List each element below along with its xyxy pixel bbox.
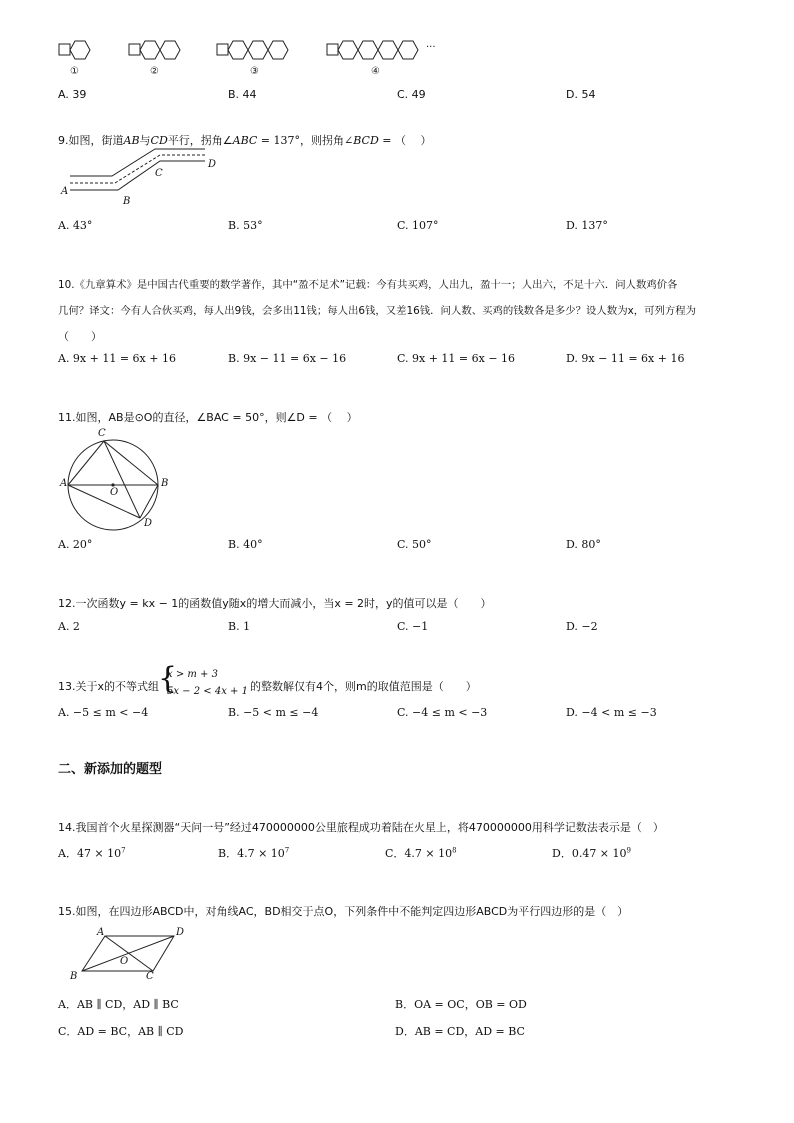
q15-label-b: B [70, 971, 78, 982]
q10-stem-line-2: 几何？译文：今有人合伙买鸡，每人出9钱，会多出11钱；每人出6钱，又差16钱．问人数、买鸡的钱数各是多少？设人数为x，可列方程为 [58, 305, 697, 317]
q15-parallelogram-figure [70, 930, 190, 978]
q11-label-d: D [144, 518, 153, 529]
q11-circle-figure [62, 432, 172, 532]
q8-label-4: ④ [371, 66, 380, 77]
q13-option-c[interactable]: C. −4 ≤ m < −3 [397, 706, 488, 719]
q12-option-b[interactable]: B. 1 [228, 620, 251, 633]
q10-stem-line-1: 10.《九章算术》是中国古代重要的数学著作，其中“盈不足术”记载：今有共买鸡，人出九，盈十一；人出六，不足十六．问人数鸡价各 [58, 279, 678, 291]
q8-label-1: ① [70, 66, 79, 77]
q9-label-d: D [208, 159, 217, 170]
q9-street-figure [60, 150, 220, 210]
q15-label-a: A [97, 927, 105, 938]
q10-option-d[interactable]: D. 9x − 11 = 6x + 16 [566, 352, 685, 365]
q9-option-d[interactable]: D. 137° [566, 219, 608, 232]
q14-stem: 14.我国首个火星探测器“天问一号”经过470000000公里旅程成功着陆在火星上，将470000000用科学记数法表示是（ ） [58, 821, 664, 834]
q9-stem: 9.如图，街道AB与CD平行，拐角∠ABC = 137°，则拐角∠BCD = （ ） [58, 134, 432, 147]
q10-option-a[interactable]: A. 9x + 11 = 6x + 16 [58, 352, 176, 365]
q15-label-c: C [146, 971, 154, 982]
q11-label-b: B [161, 478, 169, 489]
q8-label-2: ② [150, 66, 159, 77]
q9-label-b: B [123, 196, 131, 207]
q12-option-a[interactable]: A. 2 [58, 620, 80, 633]
q13-option-b[interactable]: B. −5 < m ≤ −4 [228, 706, 319, 719]
q11-label-a: A [60, 478, 68, 489]
q12-option-d[interactable]: D. −2 [566, 620, 598, 633]
q8-figure-4 [326, 38, 426, 62]
q13-inequality-2: 5x − 2 < 4x + 1 [167, 686, 248, 697]
q11-option-a[interactable]: A. 20° [58, 538, 93, 551]
q8-label-3: ③ [250, 66, 259, 77]
q8-option-d[interactable]: D. 54 [566, 88, 596, 101]
q8-ellipsis: ··· [426, 42, 436, 53]
q15-label-d: D [176, 927, 185, 938]
q10-stem-line-3: （ ） [58, 330, 102, 343]
q15-option-b[interactable]: B．OA = OC，OB = OD [395, 998, 527, 1011]
q10-option-b[interactable]: B. 9x − 11 = 6x − 16 [228, 352, 347, 365]
q15-label-o: O [120, 956, 129, 967]
q9-label-c: C [155, 168, 163, 179]
q11-option-d[interactable]: D. 80° [566, 538, 601, 551]
q13-stem-suffix: 的整数解仅有4个，则m的取值范围是（ ） [250, 680, 477, 693]
q14-option-a[interactable]: A．$47 \times 10^7$ [58, 846, 126, 860]
q9-option-a[interactable]: A. 43° [58, 219, 93, 232]
q8-option-b[interactable]: B. 44 [228, 88, 257, 101]
section-title: 二、新添加的题型 [58, 762, 163, 777]
q13-inequality-1: x > m + 3 [167, 669, 218, 680]
q13-option-a[interactable]: A. −5 ≤ m < −4 [58, 706, 149, 719]
q8-figure-2 [128, 38, 188, 62]
q13-option-d[interactable]: D. −4 < m ≤ −3 [566, 706, 657, 719]
q9-option-c[interactable]: C. 107° [397, 219, 439, 232]
q14-option-d[interactable]: D．$0.47 \times 10^9$ [552, 846, 631, 860]
q13-stem-prefix: 13.关于x的不等式组 [58, 680, 160, 693]
q15-option-d[interactable]: D．AB = CD，AD = BC [395, 1025, 525, 1038]
q14-option-c[interactable]: C．$4.7 \times 10^8$ [385, 846, 457, 860]
q11-label-o: O [110, 487, 119, 498]
q13-brace: { [158, 661, 178, 696]
q8-option-a[interactable]: A. 39 [58, 88, 87, 101]
q15-option-c[interactable]: C．AD = BC，AB ∥ CD [58, 1025, 184, 1038]
q12-option-c[interactable]: C. −1 [397, 620, 429, 633]
q11-label-c: C [98, 428, 106, 439]
q15-stem: 15.如图，在四边形ABCD中，对角线AC，BD相交于点O，下列条件中不能判定四边形ABCD为平行四边形的是（ ） [58, 905, 629, 918]
q8-figure-1 [58, 38, 98, 62]
q15-option-a[interactable]: A．AB ∥ CD，AD ∥ BC [58, 998, 179, 1011]
q11-option-b[interactable]: B. 40° [228, 538, 263, 551]
q11-option-c[interactable]: C. 50° [397, 538, 432, 551]
q9-label-a: A [61, 186, 69, 197]
q8-figure-3 [216, 38, 296, 62]
q12-stem: 12.一次函数y = kx − 1的函数值y随x的增大而减小，当x = 2时，y的值可以是（ ） [58, 597, 492, 610]
q11-stem: 11.如图，AB是⊙O的直径，∠BAC = 50°，则∠D = （ ） [58, 411, 358, 424]
q14-option-b[interactable]: B．$4.7 \times 10^7$ [218, 846, 290, 860]
q10-option-c[interactable]: C. 9x + 11 = 6x − 16 [397, 352, 516, 365]
q8-option-c[interactable]: C. 49 [397, 88, 426, 101]
q9-option-b[interactable]: B. 53° [228, 219, 263, 232]
